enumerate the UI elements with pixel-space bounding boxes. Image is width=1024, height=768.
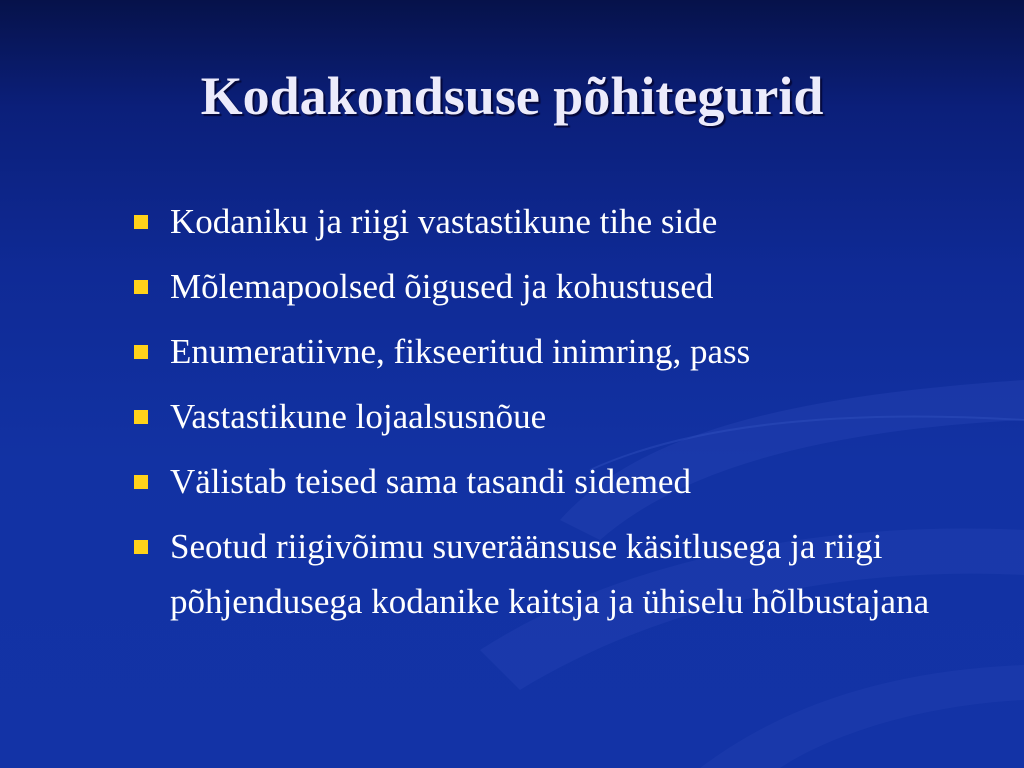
bullet-text: Välistab teised sama tasandi sidemed xyxy=(170,462,691,501)
bullet-text: Seotud riigivõimu suveräänsuse käsitlusega ja riigi põhjendusega kodanike kaitsja ja ühiselu hõlbustajana xyxy=(170,527,930,621)
list-item xyxy=(128,259,978,314)
list-item xyxy=(128,194,978,249)
bullet-text: Enumeratiivne, fikseeritud inimring, pass xyxy=(170,332,751,371)
list-item xyxy=(128,324,978,379)
list-item xyxy=(128,519,978,629)
square-bullet-icon xyxy=(134,280,148,294)
list-item xyxy=(128,389,978,444)
list-item xyxy=(128,454,978,509)
bullet-text: Kodaniku ja riigi vastastikune tihe side xyxy=(170,202,718,241)
square-bullet-icon xyxy=(134,410,148,424)
bullet-text: Vastastikune lojaalsusnõue xyxy=(170,397,547,436)
square-bullet-icon xyxy=(134,345,148,359)
slide-title: Kodakondsuse põhitegurid xyxy=(200,66,824,126)
bullet-text: Mõlemapoolsed õigused ja kohustused xyxy=(170,267,714,306)
square-bullet-icon xyxy=(134,475,148,489)
bullet-list xyxy=(128,194,978,629)
square-bullet-icon xyxy=(134,215,148,229)
square-bullet-icon xyxy=(134,540,148,554)
